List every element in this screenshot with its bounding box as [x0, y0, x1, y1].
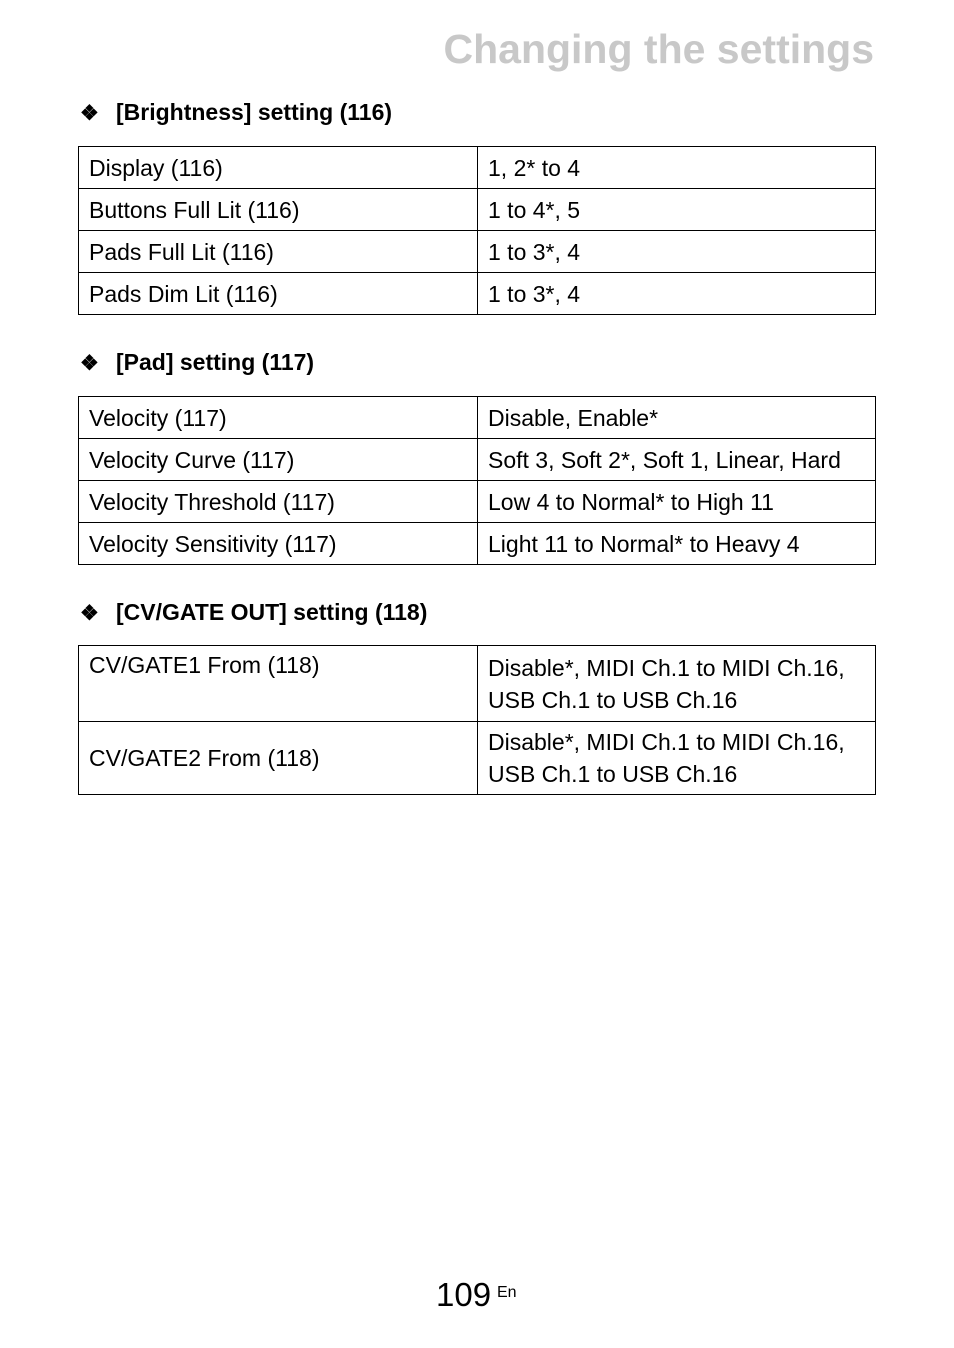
setting-name: Velocity (117) [79, 397, 478, 439]
setting-value: 1 to 3*, 4 [478, 231, 876, 273]
table-row [79, 439, 876, 481]
setting-value: Low 4 to Normal* to High 11 [478, 481, 876, 523]
setting-value [478, 722, 876, 795]
page-title: Changing the settings [443, 26, 874, 72]
brightness-section-heading [80, 99, 392, 126]
setting-value: Disable, Enable* [478, 397, 876, 439]
page-number: 109 [436, 1276, 492, 1313]
setting-name: Buttons Full Lit (116) [79, 189, 478, 231]
setting-name: Velocity Sensitivity (117) [79, 523, 478, 565]
table-row [79, 523, 876, 565]
setting-value [478, 646, 876, 722]
setting-value: 1, 2* to 4 [478, 147, 876, 189]
setting-name: CV/GATE1 From (118) [79, 646, 478, 722]
setting-value-line: USB Ch.1 to USB Ch.16 [488, 686, 738, 713]
setting-value-line: Disable*, MIDI Ch.1 to MIDI Ch.16, [488, 729, 845, 755]
table-row [79, 231, 876, 273]
setting-value-line: Disable*, MIDI Ch.1 to MIDI Ch.16, [488, 654, 845, 681]
brightness-settings-table [78, 146, 876, 315]
page-language: En [497, 1284, 517, 1301]
table-row [79, 646, 876, 722]
diamond-bullet-icon: ❖ [80, 352, 99, 375]
table-row [79, 189, 876, 231]
setting-value-line: USB Ch.1 to USB Ch.16 [488, 761, 738, 787]
setting-value: 1 to 3*, 4 [478, 273, 876, 315]
setting-name: Velocity Curve (117) [79, 439, 478, 481]
section-heading-text: [Pad] setting (117) [116, 349, 315, 375]
section-heading-text: [CV/GATE OUT] setting (118) [116, 599, 428, 625]
cv-gate-out-section-heading [80, 599, 427, 626]
setting-name: CV/GATE2 From (118) [79, 722, 478, 795]
pad-settings-table [78, 396, 876, 565]
setting-name: Velocity Threshold (117) [79, 481, 478, 523]
table-row [79, 481, 876, 523]
pad-section-heading [80, 349, 314, 376]
section-heading-text: [Brightness] setting (116) [116, 99, 393, 125]
diamond-bullet-icon: ❖ [80, 102, 99, 125]
setting-name: Pads Full Lit (116) [79, 231, 478, 273]
setting-value: Soft 3, Soft 2*, Soft 1, Linear, Hard [478, 439, 876, 481]
cv-gate-out-settings-table [78, 645, 876, 795]
diamond-bullet-icon: ❖ [80, 602, 99, 625]
table-row [79, 722, 876, 795]
setting-value: Light 11 to Normal* to Heavy 4 [478, 523, 876, 565]
table-row [79, 273, 876, 315]
setting-name: Pads Dim Lit (116) [79, 273, 478, 315]
table-row [79, 147, 876, 189]
setting-name: Display (116) [79, 147, 478, 189]
setting-value: 1 to 4*, 5 [478, 189, 876, 231]
table-row [79, 397, 876, 439]
